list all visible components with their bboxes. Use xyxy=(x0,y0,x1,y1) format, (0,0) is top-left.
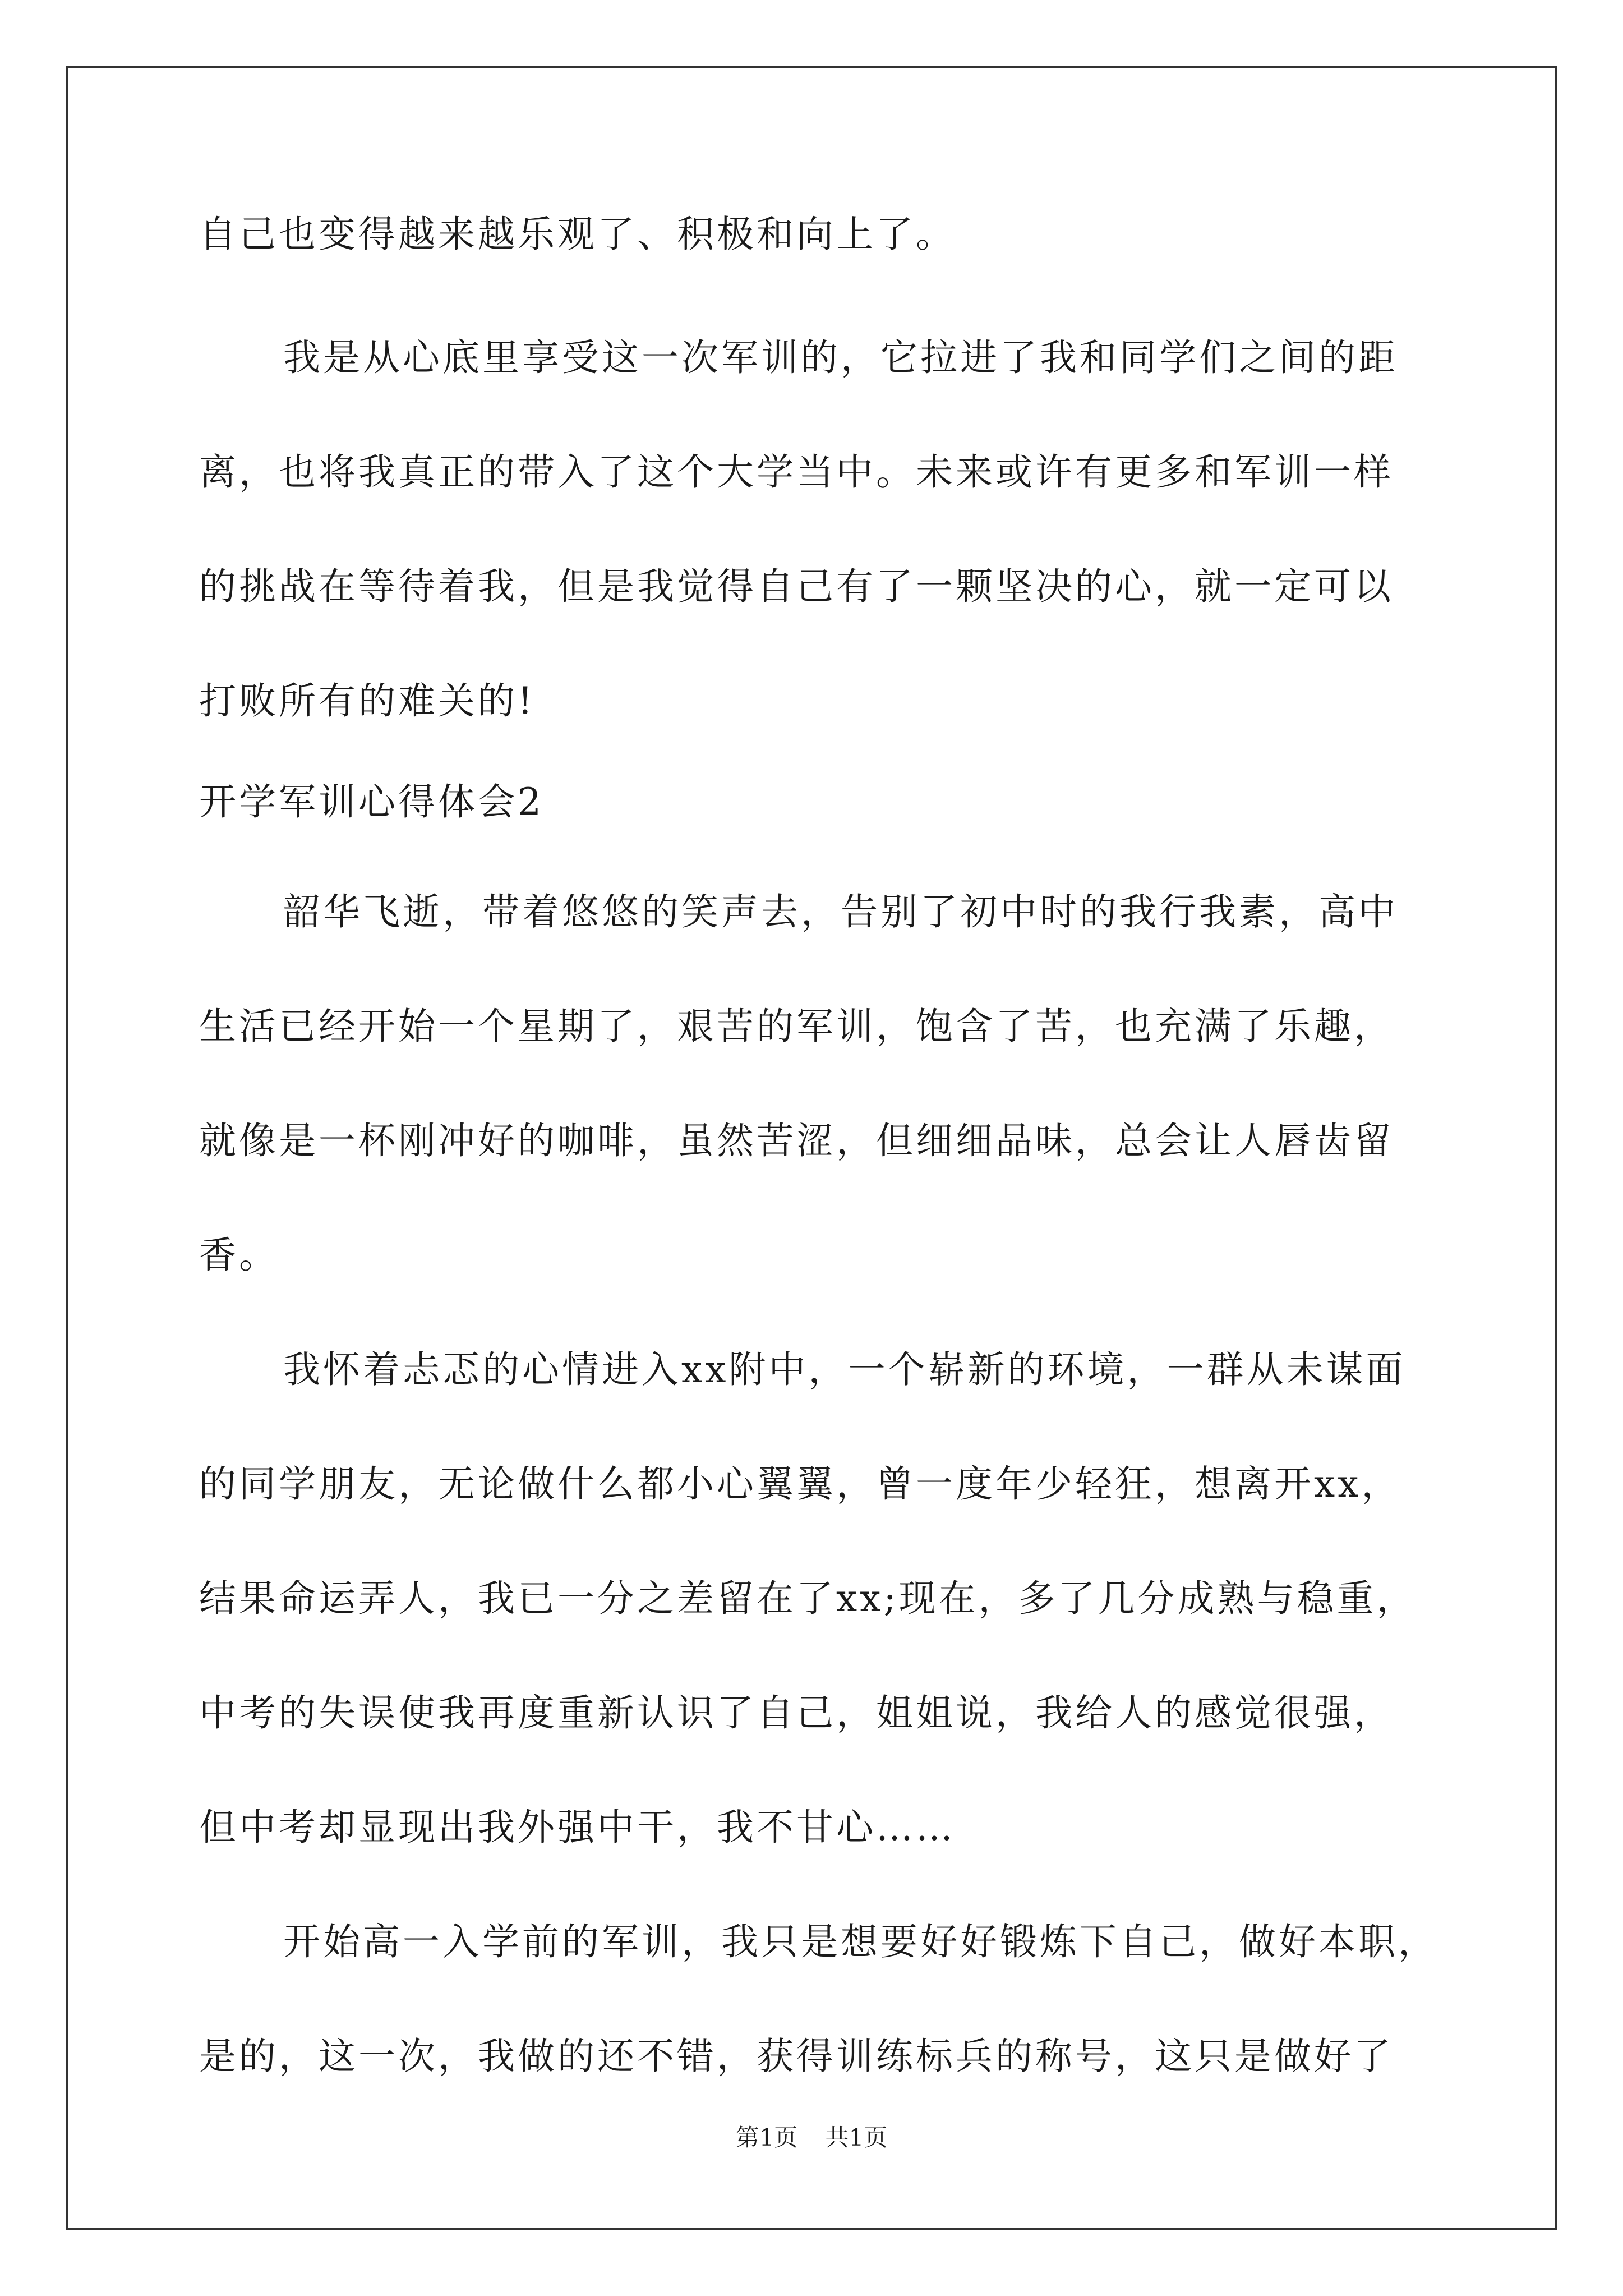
text-line: 打败所有的难关的! xyxy=(199,679,536,723)
text-line: 韶华飞逝，带着悠悠的笑声去，告别了初中时的我行我素，高中 xyxy=(283,890,1398,933)
text-line: 但中考却显现出我外强中干，我不甘心…… xyxy=(199,1806,956,1849)
page-footer xyxy=(0,2123,1623,2152)
text-line: 的挑战在等待着我，但是我觉得自己有了一颗坚决的心，就一定可以 xyxy=(199,565,1394,608)
text-line: 是的，这一次，我做的还不错，获得训练标兵的称号，这只是做好了 xyxy=(199,2035,1394,2078)
text-line: 中考的失误使我再度重新认识了自己，姐姐说，我给人的感觉很强， xyxy=(199,1691,1394,1734)
text-line: 生活已经开始一个星期了，艰苦的军训，饱含了苦，也充满了乐趣， xyxy=(199,1005,1394,1048)
page-number: 第1页 xyxy=(735,2124,798,2151)
text-line: 的同学朋友，无论做什么都小心翼翼，曾一度年少轻狂，想离开xx， xyxy=(199,1462,1401,1506)
page-total: 共1页 xyxy=(825,2124,888,2151)
text-line: 自己也变得越来越乐观了、积极和向上了。 xyxy=(199,213,956,256)
text-line: 结果命运弄人，我已一分之差留在了xx;现在，多了几分成熟与稳重， xyxy=(199,1577,1417,1620)
text-line: 香。 xyxy=(199,1234,279,1277)
text-line: 离，也将我真正的带入了这个大学当中。未来或许有更多和军训一样 xyxy=(199,450,1394,494)
text-line: 我是从心底里享受这一次军训的，它拉进了我和同学们之间的距 xyxy=(283,336,1398,379)
section-heading: 开学军训心得体会2 xyxy=(199,780,544,823)
text-line: 我怀着忐忑的心情进入xx附中，一个崭新的环境，一群从未谋面 xyxy=(283,1348,1406,1391)
text-line: 开始高一入学前的军训，我只是想要好好锻炼下自己，做好本职， xyxy=(283,1920,1438,1963)
text-line: 就像是一杯刚冲好的咖啡，虽然苦涩，但细细品味，总会让人唇齿留 xyxy=(199,1119,1394,1162)
